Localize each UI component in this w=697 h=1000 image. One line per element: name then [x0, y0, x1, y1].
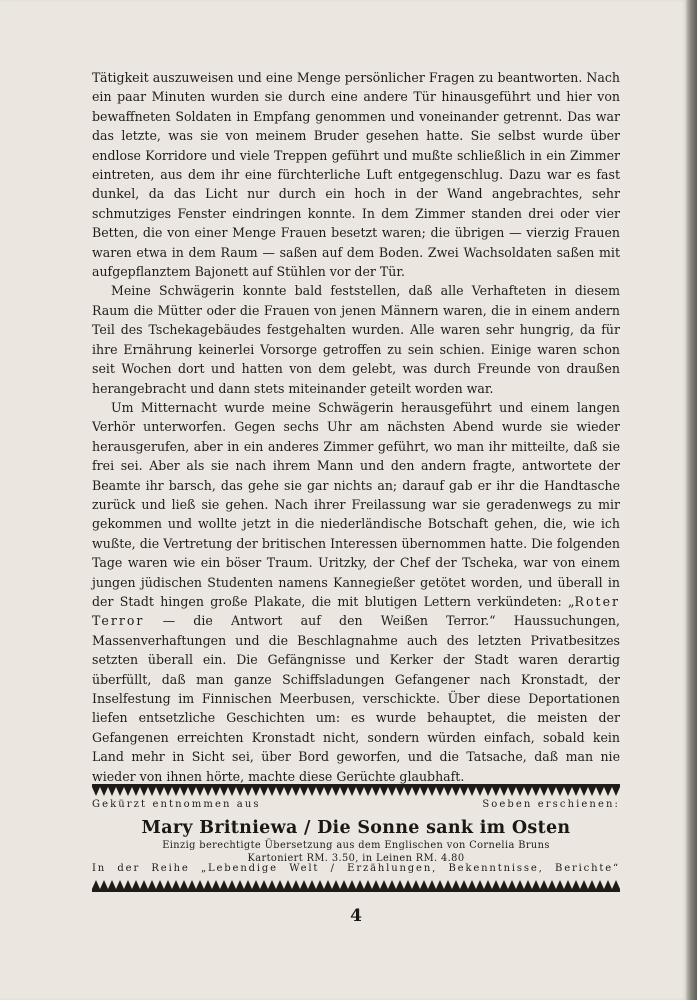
book-title: Mary Britniewa / Die Sonne sank im Osten — [141, 818, 571, 838]
prices: Kartoniert RM. 3.50, in Leinen RM. 4.80 — [247, 853, 465, 864]
page-gutter — [686, 0, 697, 1000]
zigzag-border-top — [92, 784, 620, 796]
zigzag-border-top-graphic — [92, 784, 620, 796]
page-number: 4 — [350, 906, 362, 926]
paragraph-2: Meine Schwägerin konnte bald feststellen, daß alle Verhafteten in diesem Raum die Mütter oder die Frauen von jenen Männern waren, die in einem andern Teil des Tschekagebäudes festgehalten wurden. Alle waren sehr hungrig, da für ihre Ernährung keinerlei Vorsorge getroffen zu sein schien. Einige waren schon seit Wochen dort und hatten von dem gelebt, was durch Freunde von draußen herangebracht und dann stets miteinander geteilt worden war. — [92, 283, 620, 396]
zigzag-border-bottom-graphic — [92, 880, 620, 892]
zigzag-border-bottom — [92, 880, 620, 892]
paragraph-3-text-after: — die Antwort auf den Weißen Terror.“ Haussuchungen, Massenverhaftungen und die Beschlagnahme auch des letzten Privatbesitzes setzten überall ein. Die Gefängnisse und Kerker der Stadt waren derartig überfüllt, daß man ganze Schiffsladungen Gefangener nach Kronstadt, der Inselfestung im Finnischen Meerbusen, verschickte. Über diese Deportationen liefen entsetzliche Geschichten um: es wurde behauptet, die meisten der Gefangenen erreichten Kronstadt nicht, sondern würden einfach, sobald kein Land mehr in Sicht sei, über Bord geworfen, und die Tatsache, daß man nie wieder von ihnen hörte, machte diese Gerüchte glaubhaft. — [92, 613, 620, 784]
excerpt-note: Gekürzt entnommen aus — [92, 799, 261, 810]
paragraph-3-text-before: Um Mitternacht wurde meine Schwägerin herausgeführt und einem langen Verhör unterworfen. Gegen sechs Uhr am nächsten Abend wurde sie wieder herausgerufen, aber in ein anderes Zimmer geführt, wo man ihr mitteilte, daß sie frei sei. Aber als sie nach ihrem Mann und den andern fragte, antwortete der Beamte ihr barsch, das gehe sie gar nichts an; darauf gab er ihr die Handtasche zurück und ließ sie gehen. Nach ihrer Freilassung war sie geradenwegs zu mir gekommen und wollte jetzt in die niederländische Botschaft gehen, die, wie ich wußte, die Vertretung der britischen Interessen übernommen hatte. Die folgenden Tage waren wie ein böser Traum. Uritzky, der Chef der Tscheka, war von einem jungen jüdischen Studenten namens Kannegießer getötet worden, und überall in der Stadt hingen große Plakate, die mit blutigen Lettern verkündeten: „ — [92, 399, 620, 609]
article-body — [92, 68, 620, 786]
translation-note: Einzig berechtigte Übersetzung aus dem Englischen von Cornelia Bruns — [162, 840, 550, 851]
roter-terror-emphasis: Roter Terror — [92, 593, 620, 629]
paragraph-1: Tätigkeit auszuweisen und eine Menge persönlicher Fragen zu beantworten. Nach ein paar Minuten wurden sie durch eine andere Tür hinausgeführt und hier von bewaffneten Soldaten in Empfang genommen und voneinander getrennt. Das war das letzte, was sie von meinem Bruder gesehen hatte. Sie selbst wurde über endlose Korridore und viele Treppen geführt und mußte schließlich in ein Zimmer eintreten, aus dem ihr eine fürchterliche Luft entgegenschlug. Dazu war es fast dunkel, da das Licht nur durch ein hoch in der Wand angebrachtes, sehr schmutziges Fenster eindringen konnte. In dem Zimmer standen drei oder vier Betten, die von einer Menge Frauen besetzt waren; die übrigen — vierzig Frauen waren etwa in dem Raum — saßen auf dem Boden. Zwei Wachsoldaten saßen mit aufgepflanztem Bajonett auf Stühlen vor der Tür. — [92, 70, 620, 280]
series-note: In der Reihe „Lebendige Welt / Erzählungen, Bekenntnisse, Berichte“ — [92, 863, 620, 874]
paragraph-3 — [92, 398, 620, 786]
just-published-note: Soeben erschienen: — [482, 799, 620, 810]
